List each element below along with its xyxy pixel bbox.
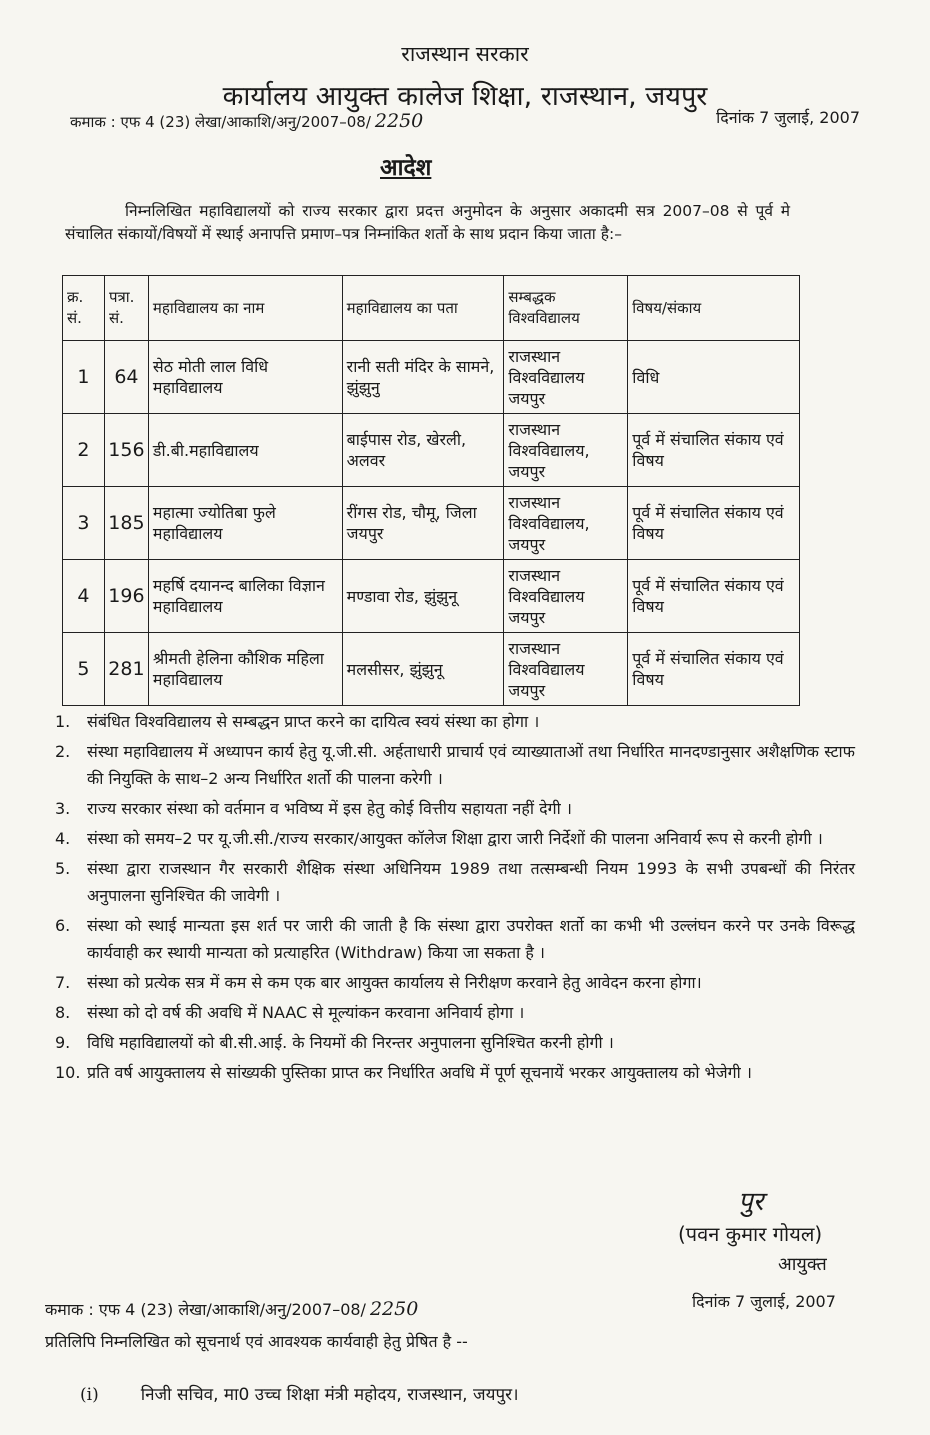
- table-row: [63, 560, 800, 633]
- subject-cell: पूर्व में संचालित संकाय एवं विषय: [628, 633, 800, 706]
- reference-line: [70, 110, 860, 132]
- condition-text: संस्था को दो वर्ष की अवधि में NAAC से मूल्यांकन करवाना अनिवार्य होगा ।: [87, 1003, 525, 1022]
- condition-item: [55, 825, 855, 852]
- condition-number: 9.: [55, 1033, 71, 1052]
- condition-text: संस्था द्वारा राजस्थान गैर सरकारी शैक्षिक संस्था अधिनियम 1989 तथा तत्सम्बन्धी नियम 1993 के सभी उपबन्धों की निरंतर अनुपालना सुनिश्चित की जावेगी ।: [87, 859, 855, 905]
- signature-mark: पुर: [738, 1187, 764, 1217]
- column-header: सम्बद्धक विश्वविद्यालय: [504, 276, 628, 341]
- office-heading: कार्यालय आयुक्त कालेज शिक्षा, राजस्थान, जयपुर: [222, 81, 708, 112]
- column-header: पत्रा. सं.: [104, 276, 148, 341]
- serial-cell: 3: [63, 487, 105, 560]
- condition-text: संबंधित विश्वविद्यालय से सम्बद्धन प्राप्त करने का दायित्व स्वयं संस्था का होगा ।: [87, 712, 540, 731]
- condition-item: [55, 912, 855, 966]
- signer-title: आयुक्त: [778, 1254, 827, 1275]
- table-row: [63, 341, 800, 414]
- conditions-list: [55, 708, 855, 1089]
- serial-cell: 5: [63, 633, 105, 706]
- condition-item: [55, 795, 855, 822]
- column-header: महाविद्यालय का पता: [342, 276, 504, 341]
- university-cell: राजस्थान विश्वविद्यालय जयपुर: [504, 341, 628, 414]
- letter-number-cell: 64: [104, 341, 148, 414]
- serial-cell: 4: [63, 560, 105, 633]
- condition-number: 7.: [55, 973, 71, 992]
- condition-number: 2.: [55, 742, 71, 761]
- university-cell: राजस्थान विश्वविद्यालय, जयपुर: [504, 487, 628, 560]
- signature-date: दिनांक 7 जुलाई, 2007: [692, 1292, 836, 1311]
- condition-number: 6.: [55, 916, 71, 935]
- college-name-cell: श्रीमती हेलिना कौशिक महिला महाविद्यालय: [148, 633, 342, 706]
- serial-cell: 1: [63, 341, 105, 414]
- footer-reference-line: [45, 1298, 418, 1320]
- table-header-row: [63, 276, 800, 341]
- college-address-cell: मलसीसर, झुंझुनू: [342, 633, 504, 706]
- condition-item: [55, 708, 855, 735]
- copy-item-index: (i): [80, 1385, 99, 1405]
- condition-number: 1.: [55, 712, 71, 731]
- copy-item-text: निजी सचिव, मा0 उच्च शिक्षा मंत्री महोदय, राजस्थान, जयपुर।: [140, 1385, 519, 1405]
- condition-item: [55, 999, 855, 1026]
- copy-intro: प्रतिलिपि निम्नलिखित को सूचनार्थ एवं आवश्यक कार्यवाही हेतु प्रेषित है --: [45, 1332, 468, 1351]
- condition-text: संस्था को समय–2 पर यू.जी.सी./राज्य सरकार/आयुक्त कॉलेज शिक्षा द्वारा जारी निर्देशों की पालना अनिवार्य रूप से करनी होगी ।: [87, 829, 823, 848]
- condition-number: 3.: [55, 799, 71, 818]
- condition-item: [55, 969, 855, 996]
- condition-text: विधि महाविद्यालयों को बी.सी.आई. के नियमों की निरन्तर अनुपालना सुनिश्चित करनी होगी ।: [87, 1033, 614, 1052]
- reference-handwritten: 2250: [374, 110, 424, 132]
- table-row: [63, 487, 800, 560]
- column-header: महाविद्यालय का नाम: [148, 276, 342, 341]
- letter-number-cell: 156: [104, 414, 148, 487]
- column-header: विषय/संकाय: [628, 276, 800, 341]
- reference-number: कमाक : एफ 4 (23) लेखा/आकाशि/अनु/2007–08/: [70, 113, 371, 131]
- subject-cell: पूर्व में संचालित संकाय एवं विषय: [628, 560, 800, 633]
- college-name-cell: महर्षि दयानन्द बालिका विज्ञान महाविद्यालय: [148, 560, 342, 633]
- condition-item: [55, 738, 855, 792]
- college-address-cell: रींगस रोड, चौमू, जिला जयपुर: [342, 487, 504, 560]
- table-row: [63, 633, 800, 706]
- condition-text: संस्था महाविद्यालय में अध्यापन कार्य हेतु यू.जी.सी. अर्हताधारी प्राचार्य एवं व्याख्याताओं तथा निर्धारित मानदण्डानुसार अशैक्षणिक स्टाफ की नियुक्ति के साथ–2 अन्य निर्धारित शर्तो की पालना करेगी ।: [87, 742, 855, 788]
- university-cell: राजस्थान विश्वविद्यालय जयपुर: [504, 633, 628, 706]
- copy-item: [80, 1382, 519, 1405]
- college-name-cell: महात्मा ज्योतिबा फुले महाविद्यालय: [148, 487, 342, 560]
- order-title: आदेश: [380, 155, 432, 181]
- condition-text: प्रति वर्ष आयुक्तालय से सांख्यकी पुस्तिका प्राप्त कर निर्धारित अवधि में पूर्ण सूचनायें भरकर आयुक्तालय को भेजेगी ।: [87, 1063, 752, 1082]
- college-address-cell: मण्डावा रोड, झुंझुनू: [342, 560, 504, 633]
- table-row: [63, 414, 800, 487]
- letter-number-cell: 196: [104, 560, 148, 633]
- condition-item: [55, 1059, 855, 1086]
- intro-paragraph: निम्नलिखित महाविद्यालयों को राज्य सरकार द्वारा प्रदत्त अनुमोदन के अनुसार अकादमी सत्र 2007–08 से पूर्व मे संचालित संकायों/विषयों में स्थाई अनापत्ति प्रमाण–पत्र निम्नांकित शर्तो के साथ प्रदान किया जाता है:–: [65, 202, 790, 243]
- order-date: दिनांक 7 जुलाई, 2007: [716, 108, 860, 127]
- condition-text: संस्था को स्थाई मान्यता इस शर्त पर जारी की जाती है कि संस्था द्वारा उपरोक्त शर्तो का कभी भी उल्लंघन करने पर उनके विरूद्ध कार्यवाही कर स्थायी मान्यता को प्रत्याहरित (Withdraw) किया जा सकता है ।: [87, 916, 855, 962]
- college-address-cell: रानी सती मंदिर के सामने, झुंझुनु: [342, 341, 504, 414]
- column-header: क्र. सं.: [63, 276, 105, 341]
- condition-number: 10.: [55, 1063, 81, 1082]
- university-cell: राजस्थान विश्वविद्यालय, जयपुर: [504, 414, 628, 487]
- condition-text: राज्य सरकार संस्था को वर्तमान व भविष्य में इस हेतु कोई वित्तीय सहायता नहीं देगी ।: [87, 799, 572, 818]
- serial-cell: 2: [63, 414, 105, 487]
- condition-text: संस्था को प्रत्येक सत्र में कम से कम एक बार आयुक्त कार्यालय से निरीक्षण करवाने हेतु आवेदन करना होगा।: [87, 973, 702, 992]
- university-cell: राजस्थान विश्वविद्यालय जयपुर: [504, 560, 628, 633]
- footer-reference-handwritten: 2250: [369, 1298, 419, 1320]
- subject-cell: विधि: [628, 341, 800, 414]
- letter-number-cell: 281: [104, 633, 148, 706]
- college-address-cell: बाईपास रोड, खेरली, अलवर: [342, 414, 504, 487]
- subject-cell: पूर्व में संचालित संकाय एवं विषय: [628, 487, 800, 560]
- condition-number: 4.: [55, 829, 71, 848]
- condition-item: [55, 855, 855, 909]
- letter-number-cell: 185: [104, 487, 148, 560]
- college-name-cell: सेठ मोती लाल विधि महाविद्यालय: [148, 341, 342, 414]
- subject-cell: पूर्व में संचालित संकाय एवं विषय: [628, 414, 800, 487]
- signer-name: (पवन कुमार गोयल): [678, 1222, 823, 1246]
- condition-number: 8.: [55, 1003, 71, 1022]
- colleges-table: [62, 275, 800, 706]
- government-heading: राजस्थान सरकार: [401, 42, 529, 66]
- condition-item: [55, 1029, 855, 1056]
- footer-reference-number: कमाक : एफ 4 (23) लेखा/आकाशि/अनु/2007–08/: [45, 1300, 366, 1319]
- college-name-cell: डी.बी.महाविद्यालय: [148, 414, 342, 487]
- condition-number: 5.: [55, 859, 71, 878]
